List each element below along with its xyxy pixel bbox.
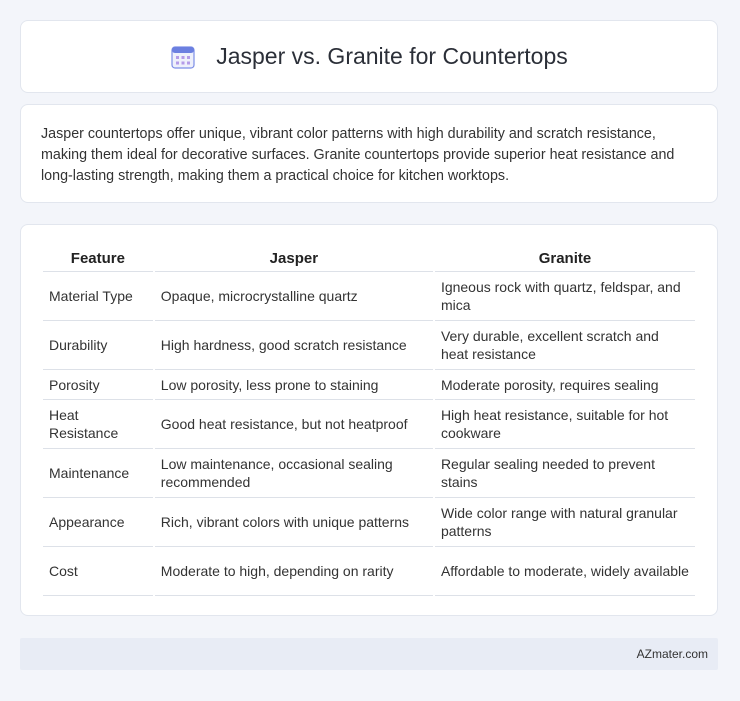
jasper-cell: Good heat resistance, but not heatproof [155,400,433,449]
title-card [20,20,718,93]
table-row [43,272,695,321]
feature-cell: Durability [43,321,153,370]
table-row [43,547,695,596]
footer-brand-link[interactable]: AZmater.com [636,647,708,661]
comparison-table [41,241,697,596]
granite-cell: Regular sealing needed to prevent stains [435,449,695,498]
comparison-card [20,224,718,616]
intro-card [20,104,718,203]
granite-cell: Affordable to moderate, widely available [435,547,695,596]
jasper-cell: Low maintenance, occasional sealing recommended [155,449,433,498]
calendar-icon [170,44,196,70]
table-row [43,321,695,370]
granite-cell: Moderate porosity, requires sealing [435,370,695,400]
page-title: Jasper vs. Granite for Countertops [216,43,568,69]
feature-cell: Porosity [43,370,153,400]
feature-cell: Cost [43,547,153,596]
table-row [43,370,695,400]
granite-cell: Very durable, excellent scratch and heat resistance [435,321,695,370]
feature-cell: Heat Resistance [43,400,153,449]
header-jasper: Jasper [155,241,433,272]
table-row [43,498,695,547]
feature-cell: Appearance [43,498,153,547]
feature-cell: Maintenance [43,449,153,498]
feature-cell: Material Type [43,272,153,321]
jasper-cell: Moderate to high, depending on rarity [155,547,433,596]
footer-bar [20,638,718,670]
jasper-cell: Opaque, microcrystalline quartz [155,272,433,321]
granite-cell: High heat resistance, suitable for hot cookware [435,400,695,449]
jasper-cell: Rich, vibrant colors with unique patterns [155,498,433,547]
granite-cell: Wide color range with natural granular patterns [435,498,695,547]
jasper-cell: Low porosity, less prone to staining [155,370,433,400]
table-row [43,400,695,449]
header-feature: Feature [43,241,153,272]
header-granite: Granite [435,241,695,272]
intro-text: Jasper countertops offer unique, vibrant color patterns with high durability and scratch resistance, making them ideal for decorative surfaces. Granite countertops provide superior heat resistance and long-lasting strength, making them a practical choice for kitchen worktops. [41,126,675,184]
granite-cell: Igneous rock with quartz, feldspar, and mica [435,272,695,321]
jasper-cell: High hardness, good scratch resistance [155,321,433,370]
table-row [43,449,695,498]
